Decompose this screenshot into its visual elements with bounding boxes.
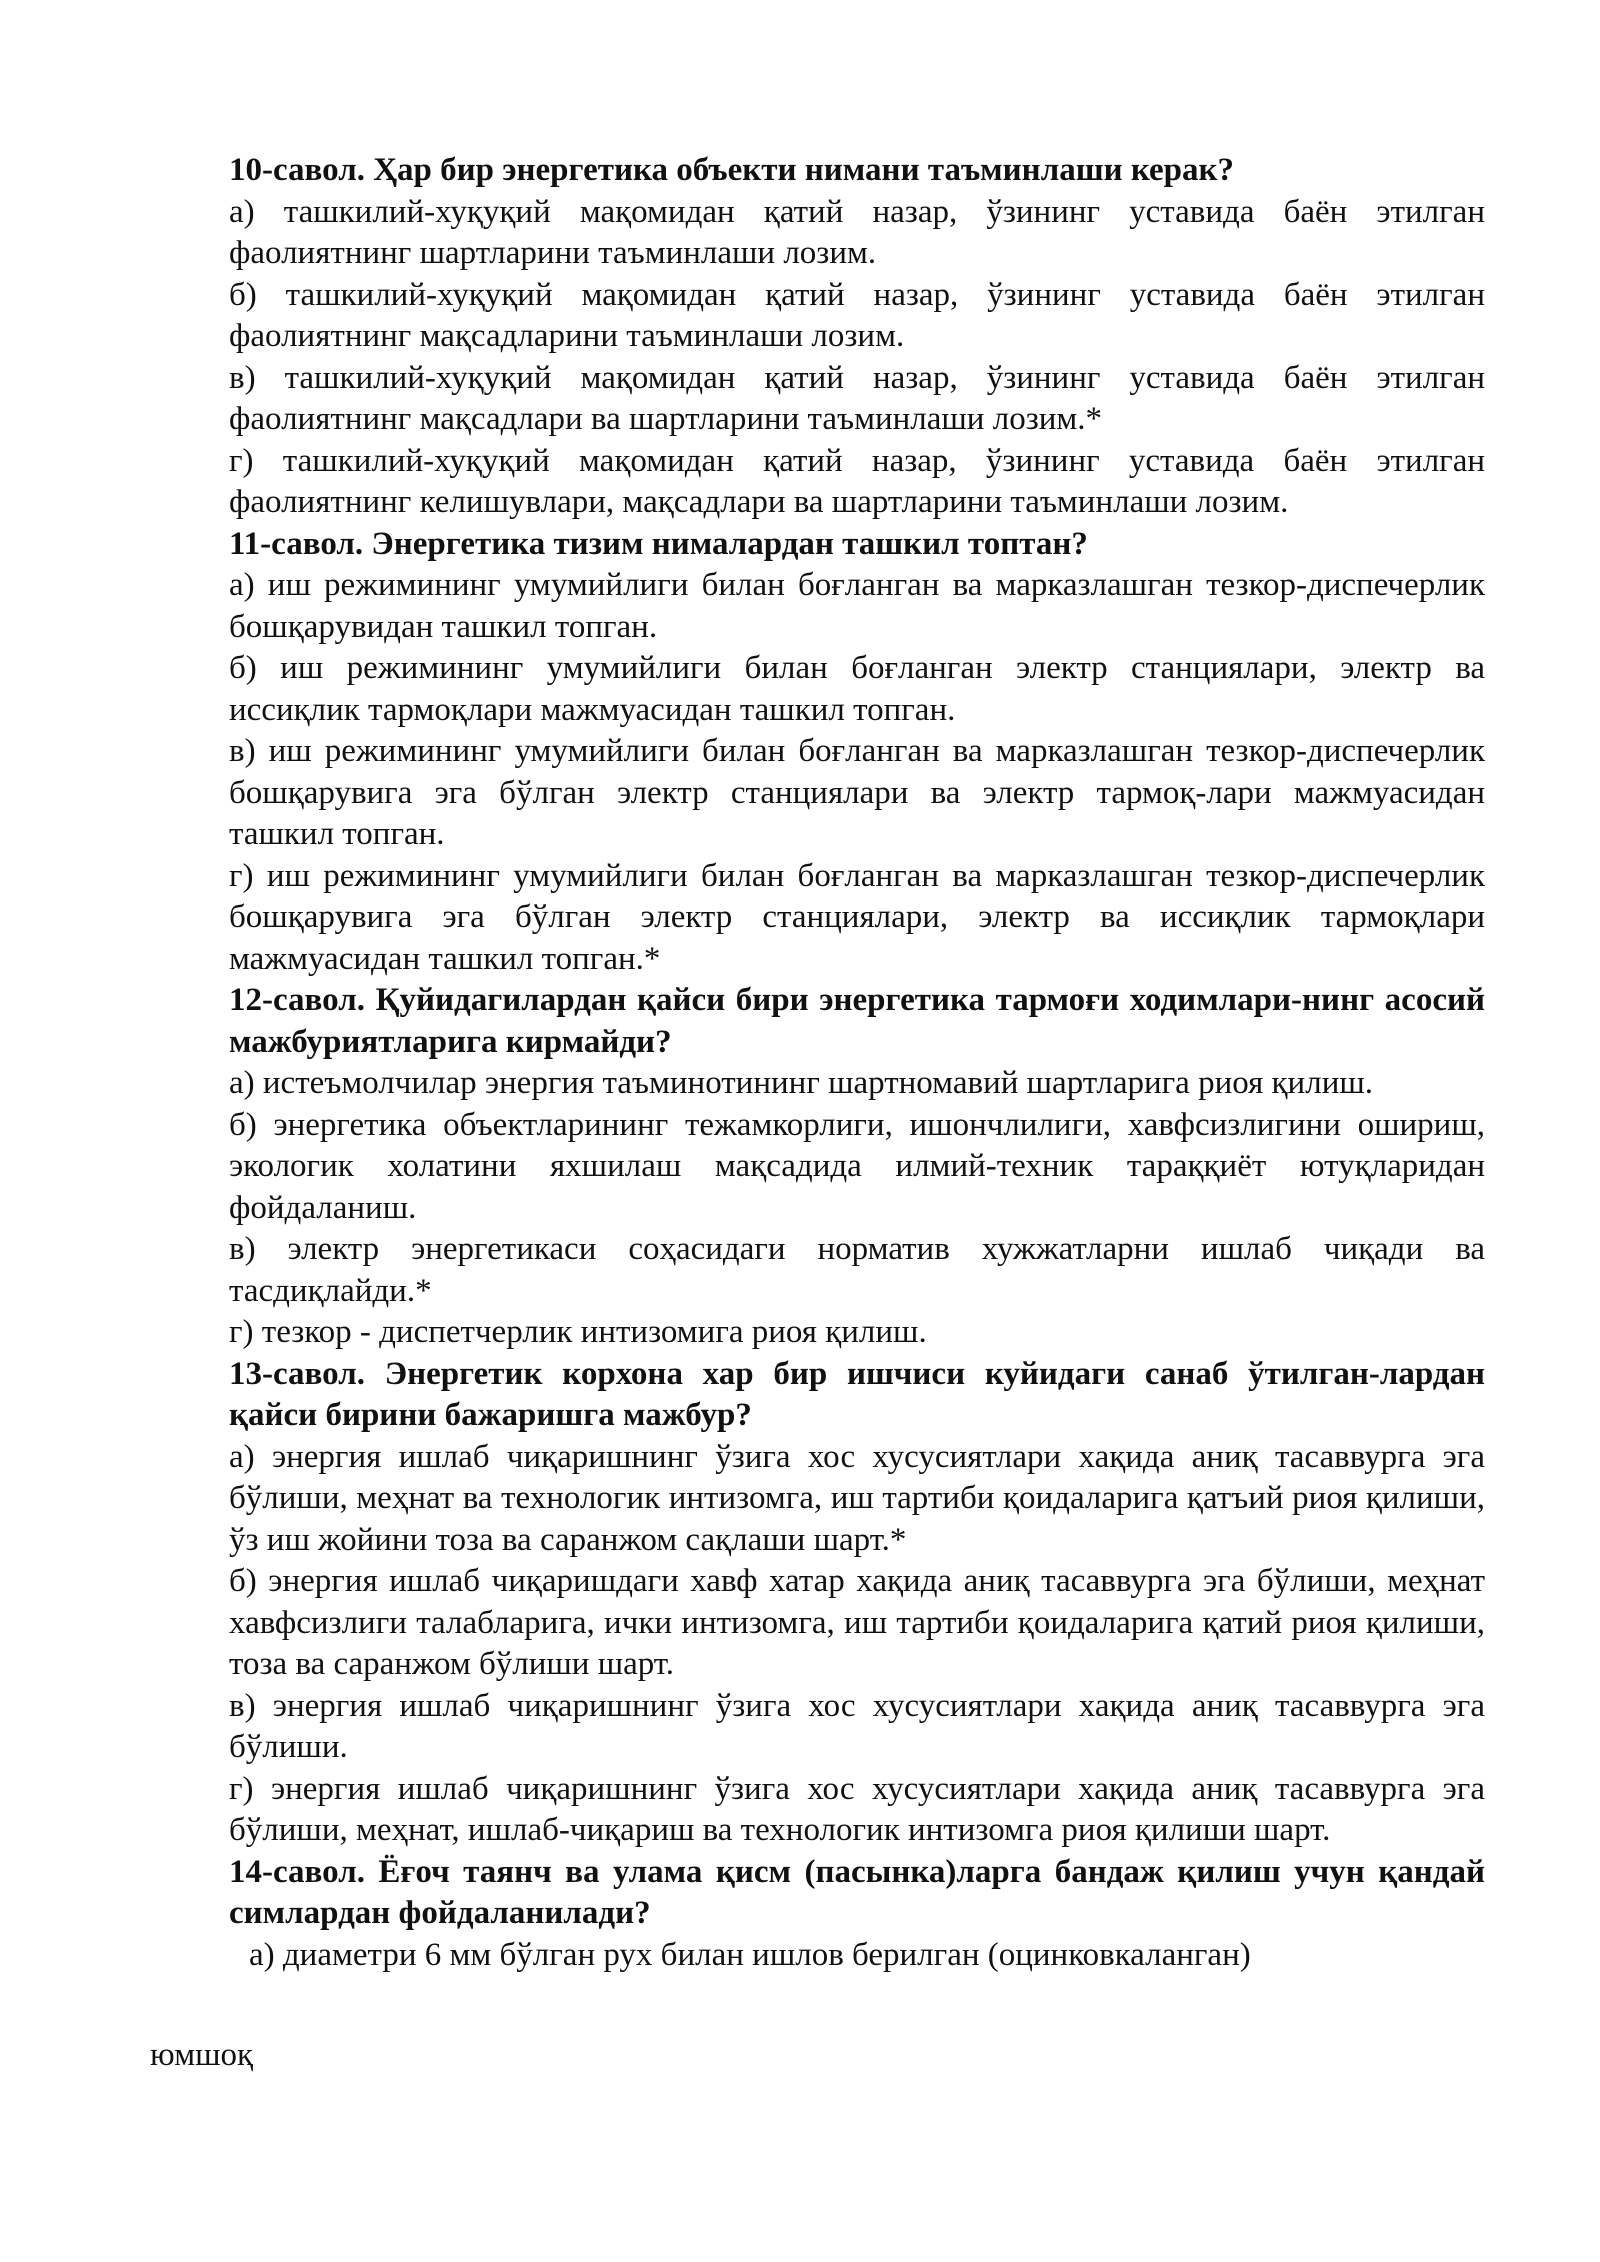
question-13-option-v: в) энергия ишлаб чиқаришнинг ўзига хос хусусиятлари хақида аниқ тасаввурга эга бўлиши. — [229, 1687, 1485, 1765]
question-13-option-b: б) энергия ишлаб чиқаришдаги хавф хатар хақида аниқ тасаввурга эга бўлиши, меҳнат хавфсизлиги талабларига, ички интизомга, иш тартиби қоидаларига қатий риоя қилиши, тоза ва саранжом бўлиши шарт. — [229, 1563, 1485, 1682]
question-10-option-g: г) ташкилий-хуқуқий мақомидан қатий назар, ўзининг уставида баён этилган фаолиятнинг келишувлари, мақсадлари ва шартларини таъминлаши лозим. — [229, 442, 1485, 520]
question-13-title: 13-савол. Энергетик корхона хар бир ишчиси куйидаги санаб ўтилган-лардан қайси бирини бажаришга мажбур? — [229, 1355, 1485, 1433]
question-13-option-a: а) энергия ишлаб чиқаришнинг ўзига хос хусусиятлари хақида аниқ тасаввурга эга бўлиши, меҳнат ва технологик интизомга, иш тартиби қоидаларига қатъий риоя қилиши, ўз иш жойини тоза ва саранжом сақлаши шарт.* — [229, 1438, 1485, 1558]
question-10-option-a: а) ташкилий-хуқуқий мақомидан қатий назар, ўзининг уставида баён этилган фаолиятнинг шартларини таъминлаши лозим. — [229, 193, 1485, 271]
question-11-option-a: а) иш режимининг умумийлиги билан боғланган ва марказлашган тезкор-диспечерлик бошқарувидан ташкил топган. — [229, 567, 1485, 645]
question-14-option-a-continuation: юмшоқ — [150, 2037, 254, 2073]
question-12-option-g: г) тезкор - диспетчерлик интизомига риоя қилиш. — [229, 1314, 927, 1350]
question-10-option-b: б) ташкилий-хуқуқий мақомидан қатий назар, ўзининг уставида баён этилган фаолиятнинг мақсадларини таъминлаши лозим. — [229, 276, 1485, 354]
question-11-option-g: г) иш режимининг умумийлиги билан боғланган ва марказлашган тезкор-диспечерлик бошқарувига эга бўлган электр станциялари, электр ва иссиқлик тармоқлари мажмуасидан ташкил топган.* — [229, 857, 1485, 977]
question-14-title: 14-савол. Ёғоч таянч ва улама қисм (пасынка)ларга бандаж қилиш учун қандай симлардан фойдаланилади? — [229, 1853, 1485, 1931]
question-11-option-b: б) иш режимининг умумийлиги билан боғланган электр станциялари, электр ва иссиқлик тармоқлари мажмуасидан ташкил топган. — [229, 650, 1485, 728]
question-11-option-v: в) иш режимининг умумийлиги билан боғланган ва марказлашган тезкор-диспечерлик бошқарувига эга бўлган электр станциялари ва электр тармоқ-лари мажмуасидан ташкил топган. — [229, 733, 1485, 852]
question-12-title: 12-савол. Қуйидагилардан қайси бири энергетика тармоғи ходимлари-нинг асосий мажбуриятларига кирмайди? — [229, 982, 1485, 1060]
question-12-option-a: а) истеъмолчилар энергия таъминотининг шартномавий шартларига риоя қилиш. — [229, 1065, 1374, 1101]
question-10-title: 10-савол. Ҳар бир энергетика объекти нимани таъминлаши керак? — [229, 152, 1235, 188]
question-11-title: 11-савол. Энергетика тизим нималардан ташкил топтан? — [229, 525, 1088, 562]
question-12-option-v: в) электр энергетикаси соҳасидаги норматив хужжатларни ишлаб чиқади ва тасдиқлайди.* — [229, 1231, 1485, 1309]
question-10-option-v: в) ташкилий-хуқуқий мақомидан қатий назар, ўзининг уставида баён этилган фаолиятнинг мақсадлари ва шартларини таъминлаши лозим.* — [229, 359, 1485, 437]
document-body — [229, 150, 1485, 1976]
question-14-option-a: а) диаметри 6 мм бўлган рух билан ишлов берилган (оцинковкаланган) — [249, 1936, 1251, 1973]
question-12-option-b: б) энергетика объектларининг тежамкорлиги, ишончлилиги, хавфсизлигини ошириш, экологик холатини яхшилаш мақсадида илмий-техник тараққиёт ютуқларидан фойдаланиш. — [229, 1106, 1485, 1226]
question-13-option-g: г) энергия ишлаб чиқаришнинг ўзига хос хусусиятлари хақида аниқ тасаввурга эга бўлиши, меҳнат, ишлаб-чиқариш ва технологик интизомга риоя қилиши шарт. — [229, 1770, 1485, 1848]
